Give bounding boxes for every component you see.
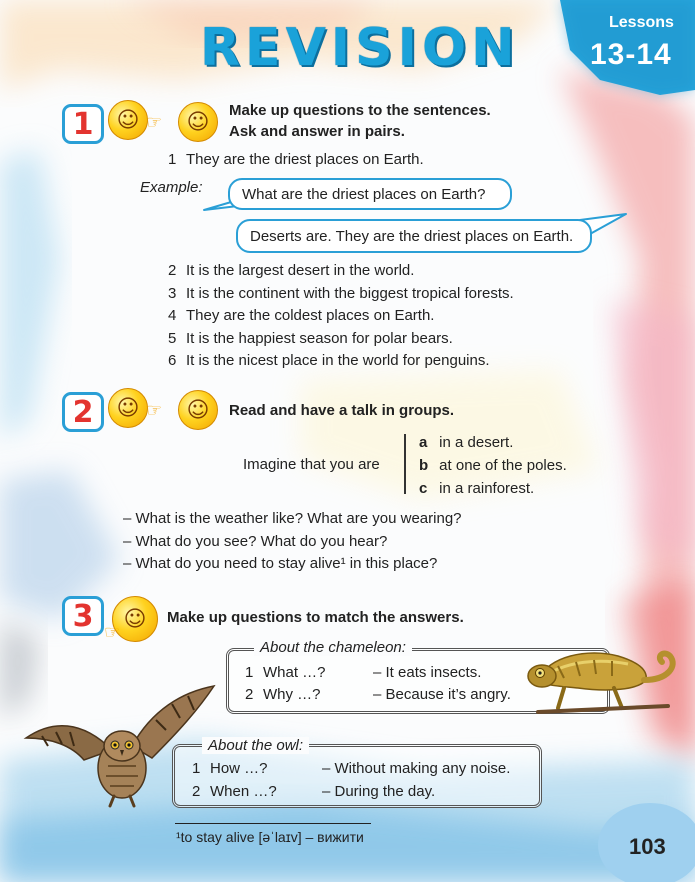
smiley-icon: ☺ bbox=[178, 390, 218, 430]
list-item: 6 It is the nicest place in the world for penguins. bbox=[168, 352, 490, 370]
page-title: REVISION bbox=[200, 18, 520, 78]
list-item: 4 They are the coldest places on Earth. bbox=[168, 307, 435, 325]
pointing-hand-icon: ☞ bbox=[146, 400, 163, 421]
options-divider bbox=[404, 434, 406, 494]
exercise-1-sentence-list bbox=[168, 260, 514, 373]
exercise-2-options bbox=[419, 431, 567, 500]
exercise-1-badge: 1 bbox=[62, 104, 104, 144]
smiley-icon: ☺ bbox=[112, 596, 158, 642]
chameleon-frame-title: About the chameleon: bbox=[254, 639, 412, 656]
example-label: Example: bbox=[140, 179, 203, 196]
option-item: c in a rainforest. bbox=[419, 480, 535, 497]
exercise-2-instruction: Read and have a talk in groups. bbox=[229, 402, 455, 419]
exercise-1-instruction-line1: Make up questions to the sentences. bbox=[229, 102, 491, 119]
exercise-1-instruction-line2: Ask and answer in pairs. bbox=[229, 123, 405, 140]
footnote-divider bbox=[175, 823, 371, 824]
footnote: ¹to stay alive [əˈlaɪv] – вижити bbox=[176, 829, 364, 845]
lessons-label: Lessons bbox=[609, 14, 674, 31]
chameleon-row: 1 What …? – It eats insects. bbox=[245, 664, 482, 681]
list-item: 3 It is the continent with the biggest tropical forests. bbox=[168, 284, 514, 302]
owl-row: 1 How …? – Without making any noise. bbox=[192, 760, 511, 777]
exercise-2-badge: 2 bbox=[62, 392, 104, 432]
imagine-label: Imagine that you are bbox=[243, 456, 380, 473]
exercise-2-questions bbox=[123, 508, 462, 576]
answer-bubble: Deserts are. They are the driest places on Earth. bbox=[236, 219, 592, 253]
list-item: – What do you need to stay alive¹ in this place? bbox=[123, 555, 438, 572]
question-bubble: What are the driest places on Earth? bbox=[228, 178, 512, 210]
smiley-icon: ☺ bbox=[108, 100, 148, 140]
smiley-icon: ☺ bbox=[108, 388, 148, 428]
pointing-hand-icon: ☞ bbox=[146, 112, 163, 133]
smiley-icon: ☺ bbox=[178, 102, 218, 142]
list-item: 2 It is the largest desert in the world. bbox=[168, 262, 415, 279]
exercise-1-sentence: 1 They are the driest places on Earth. bbox=[168, 151, 424, 168]
chameleon-row: 2 Why …? – Because it’s angry. bbox=[245, 686, 511, 703]
owl-row: 2 When …? – During the day. bbox=[192, 783, 436, 800]
chameleon-illustration bbox=[518, 626, 688, 722]
owl-illustration bbox=[22, 680, 222, 810]
option-item: a in a desert. bbox=[419, 434, 514, 451]
owl-frame-title: About the owl: bbox=[202, 737, 309, 754]
option-item: b at one of the poles. bbox=[419, 457, 567, 474]
page-number: 103 bbox=[629, 834, 666, 859]
exercise-3-badge: 3 bbox=[62, 596, 104, 636]
exercise-3-instruction: Make up questions to match the answers. bbox=[167, 609, 464, 626]
list-item: – What do you see? What do you hear? bbox=[123, 532, 388, 550]
list-item: 5 It is the happiest season for polar bears. bbox=[168, 329, 453, 347]
list-item: – What is the weather like? What are you wearing? bbox=[123, 510, 462, 527]
lessons-number: 13-14 bbox=[590, 38, 672, 71]
pointing-hand-icon: ☞ bbox=[104, 622, 121, 643]
